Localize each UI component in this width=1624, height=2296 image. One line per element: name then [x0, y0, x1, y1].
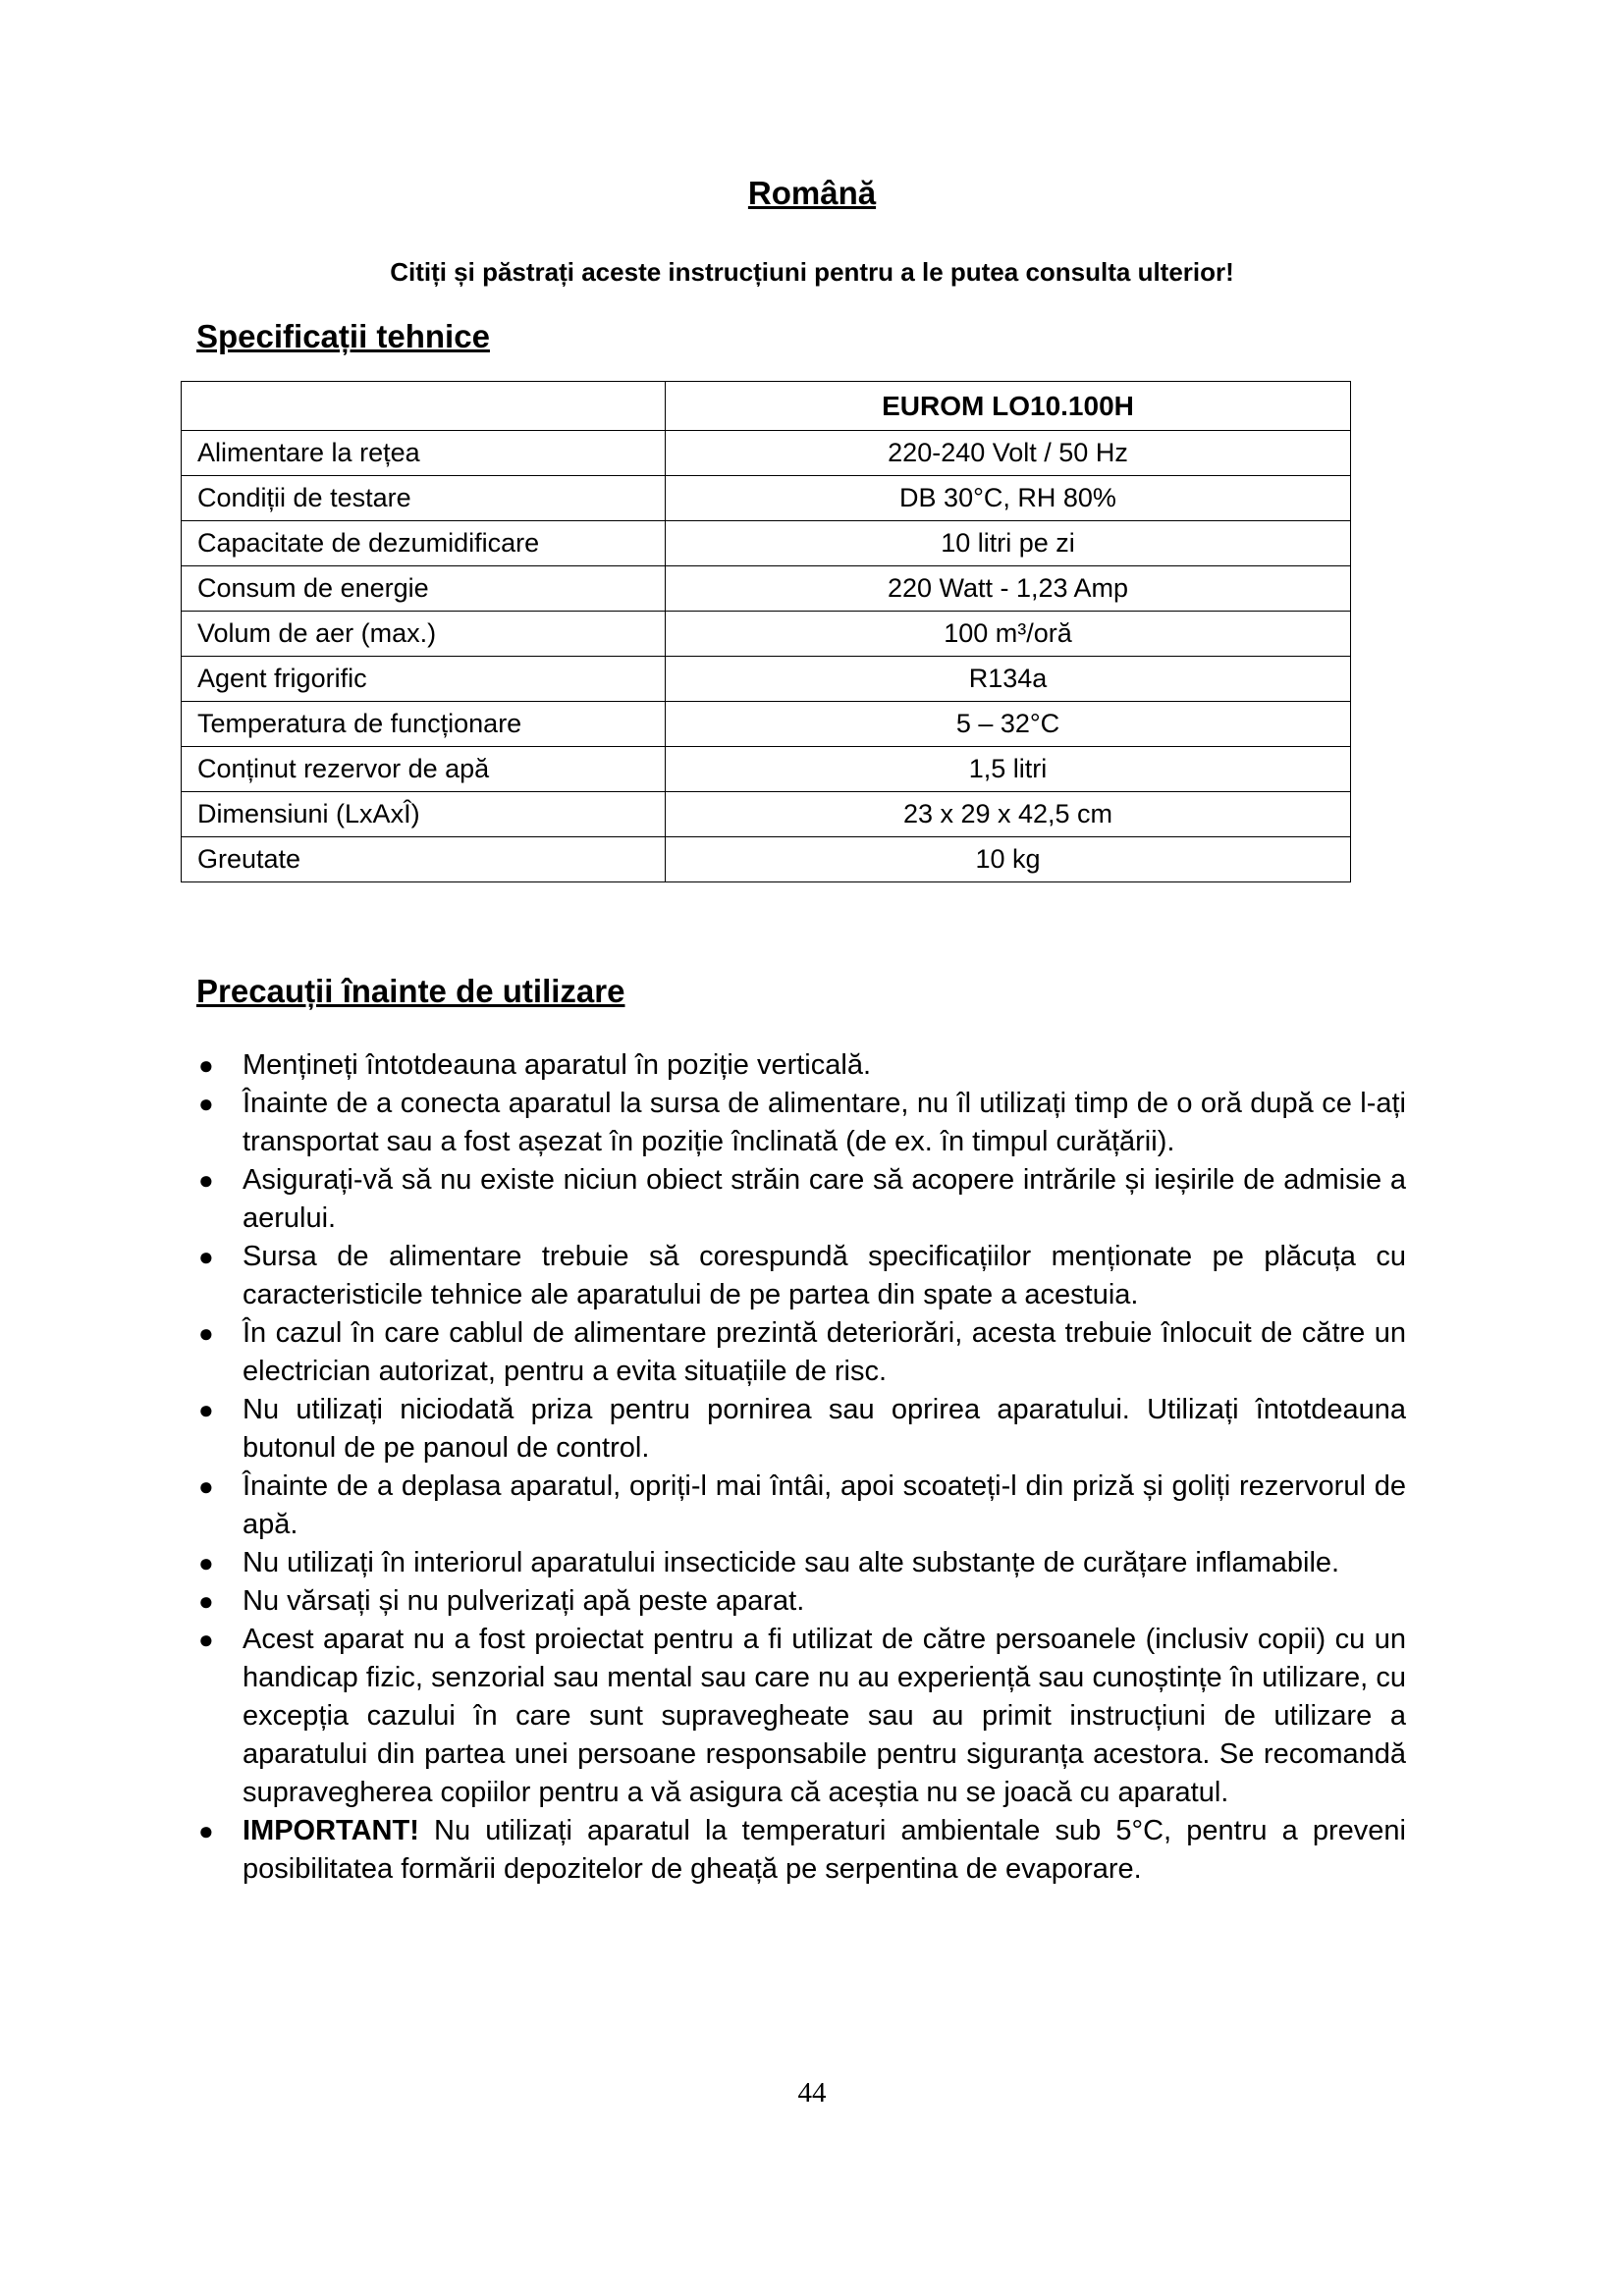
- spec-label: Greutate: [182, 837, 666, 882]
- list-item-text: Nu utilizați niciodată priza pentru pornirea sau oprirea aparatului. Utilizați întotdeauna butonul de pe panoul de control.: [243, 1394, 1406, 1464]
- spec-row: [182, 612, 1351, 657]
- spec-value: 23 x 29 x 42,5 cm: [666, 792, 1351, 837]
- spec-label: Alimentare la rețea: [182, 431, 666, 476]
- spec-label: Conținut rezervor de apă: [182, 747, 666, 792]
- spec-value: 100 m³/oră: [666, 612, 1351, 657]
- list-item-text: Mențineți întotdeauna aparatul în poziție verticală.: [243, 1049, 872, 1081]
- precautions-section-title: Precauții înainte de utilizare: [196, 973, 625, 1009]
- important-label: IMPORTANT!: [243, 1815, 419, 1846]
- spec-value: DB 30°C, RH 80%: [666, 476, 1351, 521]
- bullet-icon: ●: [198, 1548, 214, 1577]
- bullet-icon: ●: [198, 1471, 214, 1501]
- bullet-icon: ●: [198, 1242, 214, 1271]
- list-item: [196, 1391, 1406, 1468]
- list-item-text: Nu vărsați și nu pulverizați apă peste aparat.: [243, 1585, 805, 1617]
- list-item-text: Sursa de alimentare trebuie să corespundă specificațiilor menționate pe plăcuța cu caracteristicile tehnice ale aparatului de pe partea din spate a acestuia.: [243, 1241, 1406, 1310]
- intro-text: Citiți și păstrați aceste instrucțiuni pentru a le putea consulta ulterior!: [390, 257, 1234, 287]
- spec-value: 10 kg: [666, 837, 1351, 882]
- important-text: Nu utilizați aparatul la temperaturi ambientale sub 5°C, pentru a preveni posibilitatea formării depozitelor de gheață pe serpentina de evaporare.: [243, 1815, 1406, 1885]
- bullet-icon: ●: [198, 1165, 214, 1195]
- spec-model-header: EUROM LO10.100H: [666, 382, 1351, 431]
- spec-row: [182, 837, 1351, 882]
- precautions-list: [196, 1046, 1406, 1889]
- list-item-text: Acest aparat nu a fost proiectat pentru a fi utilizat de către persoanele (inclusiv copii) cu un handicap fizic, senzorial sau mental sau care nu au experiență sau cunoștințe în utilizare, cu excepția cazului în care sunt supravegheate sau au primit instrucțiuni de utilizare a aparatului din partea unei persoane responsabile pentru siguranța acestora. Se recomandă supravegherea copiilor pentru a vă asigura că aceștia nu se joacă cu aparatul.: [243, 1624, 1406, 1808]
- spec-table-header-row: [182, 382, 1351, 431]
- list-item-text: Înainte de a conecta aparatul la sursa de alimentare, nu îl utilizați timp de o oră după ce l-ați transportat sau a fost așezat în poziție înclinată (de ex. în timpul curățării).: [243, 1088, 1406, 1157]
- spec-value: 1,5 litri: [666, 747, 1351, 792]
- spec-row: [182, 747, 1351, 792]
- bullet-icon: ●: [198, 1816, 214, 1845]
- spec-row: [182, 476, 1351, 521]
- list-item-text: Nu utilizați în interiorul aparatului insecticide sau alte substanțe de curățare inflamabile.: [243, 1547, 1340, 1578]
- list-item-important: [196, 1812, 1406, 1889]
- spec-row: [182, 702, 1351, 747]
- list-item: [196, 1085, 1406, 1161]
- spec-section-title: Specificații tehnice: [196, 318, 490, 354]
- spec-row: [182, 431, 1351, 476]
- spec-table: [181, 381, 1351, 882]
- spec-row: [182, 521, 1351, 566]
- list-item: [196, 1621, 1406, 1812]
- spec-label: Condiții de testare: [182, 476, 666, 521]
- bullet-icon: ●: [198, 1050, 214, 1080]
- list-item: [196, 1238, 1406, 1314]
- list-item: [196, 1314, 1406, 1391]
- spec-row: [182, 792, 1351, 837]
- bullet-icon: ●: [198, 1089, 214, 1118]
- spec-label: Dimensiuni (LxAxÎ): [182, 792, 666, 837]
- spec-value: 5 – 32°C: [666, 702, 1351, 747]
- spec-label: Temperatura de funcționare: [182, 702, 666, 747]
- list-item: [196, 1544, 1406, 1582]
- list-item: [196, 1046, 1406, 1085]
- list-item: [196, 1468, 1406, 1544]
- spec-row: [182, 566, 1351, 612]
- spec-label: Capacitate de dezumidificare: [182, 521, 666, 566]
- list-item: [196, 1161, 1406, 1238]
- bullet-icon: ●: [198, 1395, 214, 1424]
- list-item: [196, 1582, 1406, 1621]
- list-item-text: În cazul în care cablul de alimentare prezintă deteriorări, acesta trebuie înlocuit de către un electrician autorizat, pentru a evita situațiile de risc.: [243, 1317, 1406, 1387]
- spec-header-blank-cell: [182, 382, 666, 431]
- bullet-icon: ●: [198, 1586, 214, 1616]
- bullet-icon: ●: [198, 1625, 214, 1654]
- spec-row: [182, 657, 1351, 702]
- list-item-text: Înainte de a deplasa aparatul, opriți-l mai întâi, apoi scoateți-l din priză și goliți rezervorul de apă.: [243, 1470, 1406, 1540]
- spec-label: Volum de aer (max.): [182, 612, 666, 657]
- spec-value: 10 litri pe zi: [666, 521, 1351, 566]
- list-item-text: Asigurați-vă să nu existe niciun obiect străin care să acopere intrările și ieșirile de admisie a aerului.: [243, 1164, 1406, 1234]
- spec-value: R134a: [666, 657, 1351, 702]
- bullet-icon: ●: [198, 1318, 214, 1348]
- page-number: 44: [797, 2077, 827, 2109]
- spec-value: 220 Watt - 1,23 Amp: [666, 566, 1351, 612]
- spec-label: Agent frigorific: [182, 657, 666, 702]
- spec-value: 220-240 Volt / 50 Hz: [666, 431, 1351, 476]
- spec-label: Consum de energie: [182, 566, 666, 612]
- page-heading: Română: [747, 175, 877, 211]
